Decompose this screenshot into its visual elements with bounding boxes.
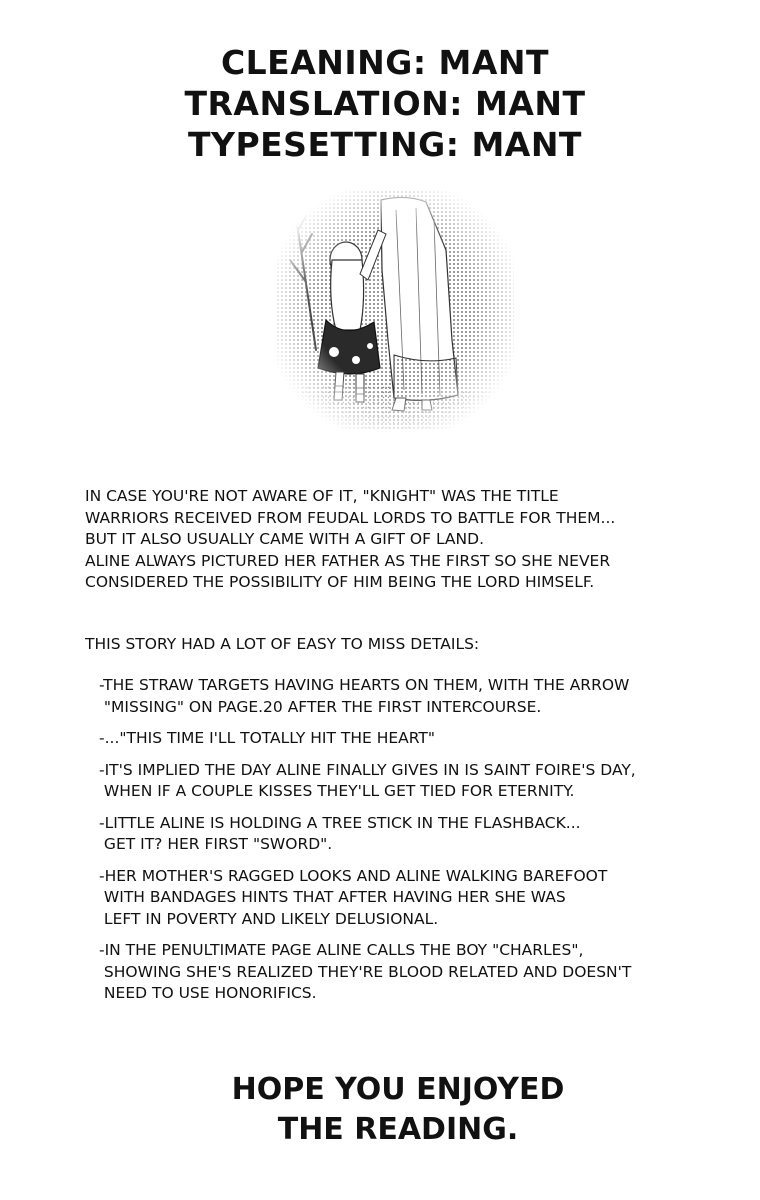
closing-message — [0, 1070, 760, 1150]
manga-flashback-panel-illustration — [276, 190, 514, 430]
knight-note-paragraph — [85, 486, 705, 594]
detail-item: -IN THE PENULTIMATE PAGE ALINE CALLS THE BOY "CHARLES", SHOWING SHE'S REALIZED THEY'RE BLOOD RELATED AND DOESN'T NEED TO USE HONORIFICS. — [99, 941, 632, 1002]
detail-item: -..."THIS TIME I'LL TOTALLY HIT THE HEART" — [99, 729, 436, 747]
details-list — [85, 675, 705, 1005]
illustration-svg — [276, 190, 514, 430]
credit-typesetting: TYPESETTING: MANT — [188, 125, 582, 164]
detail-item: -HER MOTHER'S RAGGED LOOKS AND ALINE WALKING BAREFOOT WITH BANDAGES HINTS THAT AFTER HAVING HER SHE WAS LEFT IN POVERTY AND LIKELY DELUSIONAL. — [99, 866, 608, 928]
detail-item: -IT'S IMPLIED THE DAY ALINE FINALLY GIVES IN IS SAINT FOIRE'S DAY, WHEN IF A COUPLE KISSES THEY'LL GET TIED FOR ETERNITY. — [99, 760, 636, 800]
closing-line-1: HOPE YOU ENJOYED — [231, 1072, 565, 1107]
translator-notes — [85, 486, 705, 1015]
credit-translation: TRANSLATION: MANT — [184, 84, 586, 123]
note-line: IN CASE YOU'RE NOT AWARE OF IT, "KNIGHT" WAS THE TITLE — [85, 487, 559, 505]
note-line: BUT IT ALSO USUALLY CAME WITH A GIFT OF LAND. — [85, 530, 484, 548]
note-line: CONSIDERED THE POSSIBILITY OF HIM BEING THE LORD HIMSELF. — [85, 573, 595, 591]
details-intro: THIS STORY HAD A LOT OF EASY TO MISS DETAILS: — [85, 634, 480, 653]
closing-line-2: THE READING. — [277, 1112, 519, 1147]
note-line: ALINE ALWAYS PICTURED HER FATHER AS THE FIRST SO SHE NEVER — [85, 551, 611, 570]
credit-cleaning: CLEANING: MANT — [220, 43, 550, 82]
credits-block — [0, 42, 760, 165]
detail-item: -LITTLE ALINE IS HOLDING A TREE STICK IN THE FLASHBACK... GET IT? HER FIRST "SWORD". — [99, 813, 581, 853]
detail-item: -THE STRAW TARGETS HAVING HEARTS ON THEM, WITH THE ARROW "MISSING" ON PAGE.20 AFTER THE FIRST INTERCOURSE. — [99, 676, 630, 716]
note-line: WARRIORS RECEIVED FROM FEUDAL LORDS TO BATTLE FOR THEM... — [85, 508, 616, 527]
